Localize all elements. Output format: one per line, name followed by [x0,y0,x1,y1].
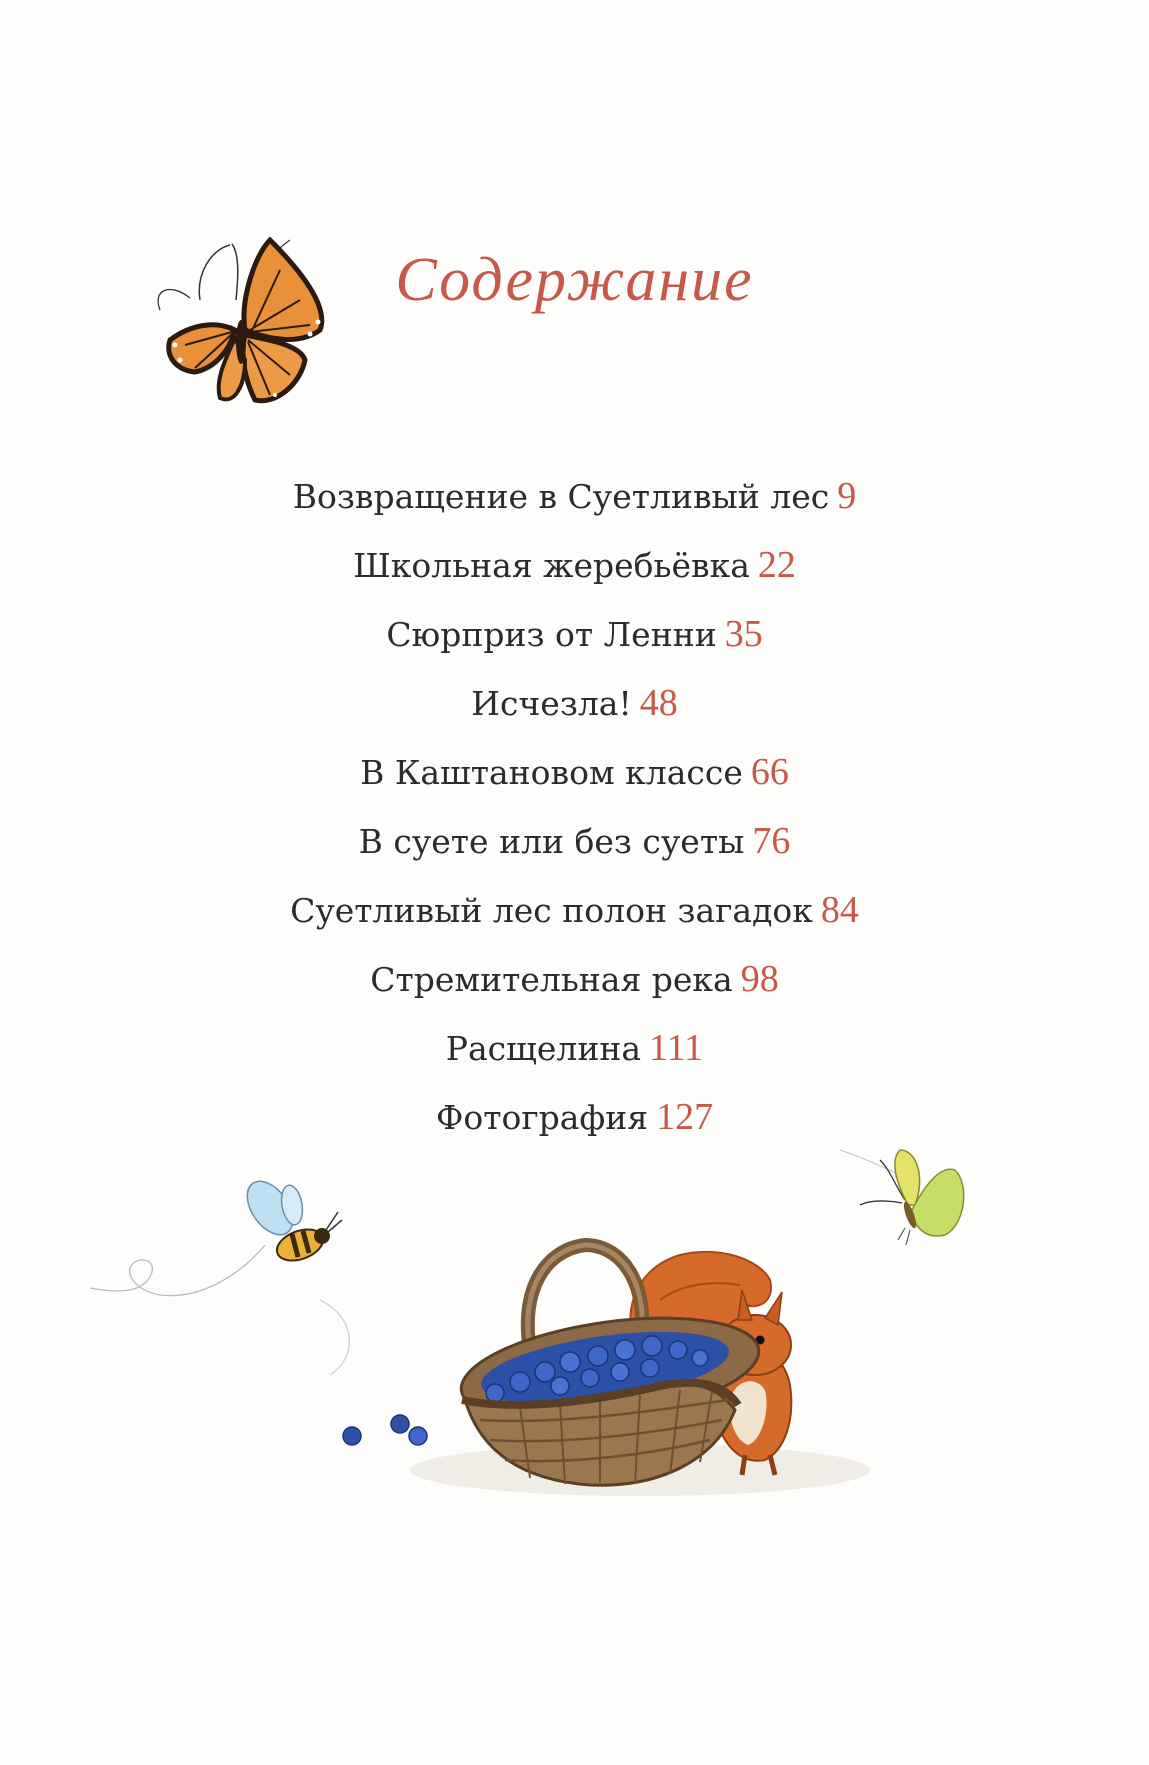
toc-entry[interactable] [0,600,1149,669]
bee-icon [90,1173,349,1375]
page-number: 35 [724,613,763,655]
toc-entry[interactable] [0,945,1149,1014]
yellow-butterfly-icon [840,1150,964,1245]
toc-entry[interactable] [0,738,1149,807]
table-of-contents [0,462,1149,1152]
chapter-title: В суете или без суеты [358,822,745,861]
page-number: 111 [649,1027,704,1069]
toc-entry[interactable] [0,669,1149,738]
page-number: 76 [752,820,791,862]
page-number: 66 [750,751,789,793]
page-number: 48 [639,682,678,724]
page-number: 22 [757,544,796,586]
page-number: 84 [820,889,859,931]
page-title: Содержание [395,246,754,314]
toc-entry[interactable] [0,876,1149,945]
chapter-title: Сюрприз от Ленни [386,615,717,654]
toc-entry[interactable] [0,531,1149,600]
page-number: 9 [837,475,857,517]
page-number: 98 [740,958,779,1000]
blueberries-icon [343,1415,427,1445]
toc-entry[interactable] [0,1014,1149,1083]
chapter-title: В Каштановом классе [360,753,743,792]
chapter-title: Стремительная река [370,960,733,999]
toc-entry[interactable] [0,807,1149,876]
chapter-title: Суетливый лес полон загадок [290,891,813,930]
chapter-title: Исчезла! [471,684,632,723]
chapter-title: Расщелина [445,1029,641,1068]
toc-entry[interactable] [0,462,1149,531]
chapter-title: Возвращение в Суетливый лес [292,477,830,516]
toc-entry[interactable] [0,1083,1149,1152]
chapter-title: Школьная жеребьёвка [353,546,750,585]
chapter-title: Фотография [435,1098,649,1137]
page-number: 127 [656,1096,714,1138]
